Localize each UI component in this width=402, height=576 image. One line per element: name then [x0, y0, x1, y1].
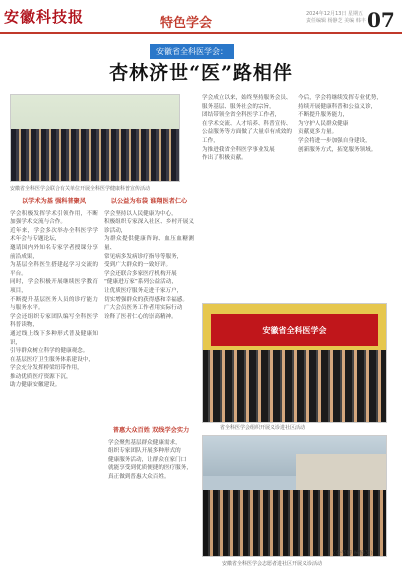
page-number: 07 [367, 8, 395, 32]
text-line: 助力健康安徽建设。 [10, 382, 61, 389]
text-line: 切实增强群众的获得感和幸福感。 [104, 296, 188, 303]
photo-banner: 安徽省全科医学会 [211, 314, 378, 346]
text-line: “健康进万家”系列公益活动， [104, 279, 177, 286]
article-column-d [298, 94, 390, 299]
article-kicker: 安徽省全科医学会： [150, 44, 234, 59]
text-line: 健康服务活动，让群众在家门口 [108, 456, 187, 463]
article-title: 杏林济世“医”路相伴 [109, 62, 293, 84]
text-line: 学会还组织专家团队编写全科医学科普读物， [10, 313, 98, 329]
article-column-e [108, 424, 194, 564]
article-column-a [10, 195, 98, 567]
text-line: 今后，学会将继续发挥专业优势， [298, 95, 382, 101]
text-line: 为群众提供健康咨询、血压血糖测量、 [104, 236, 194, 251]
text-line: 团结带领全省全科医学工作者， [202, 112, 281, 119]
page-header [0, 0, 402, 34]
text-line: 服务基层、服务社会的宗旨， [202, 103, 275, 110]
text-line: 不断提升服务能力， [298, 112, 349, 119]
header-meta [306, 11, 366, 25]
photo-community-clinic [202, 303, 387, 423]
text-line: 学会坚持以人民健康为中心， [104, 210, 177, 217]
subheading: 以公益为布袋 谁翔医者仁心 [110, 198, 188, 205]
text-line: 积极组织专家深入社区、乡村开展义诊活动， [104, 219, 194, 234]
text-line: 学会聚焦基层群众健康需求， [108, 439, 181, 446]
article-author: （金莹婷 杨静芝） [330, 551, 376, 557]
section-title: 特色学会 [160, 16, 213, 31]
text-line: 为基层全科医生搭建起学习交流的平台。 [10, 262, 98, 277]
photo-health-campaign [10, 94, 180, 182]
issue-date: 2024年12月13日 星期五 [306, 11, 364, 17]
text-line: 创新服务方式，拓宽服务领域。 [298, 146, 377, 153]
text-line: 持续开展健康科普和公益义诊， [298, 103, 377, 110]
text-line: 就能享受到优质便捷的医疗服务， [108, 465, 192, 472]
text-line: 为守护人民群众健康 [298, 120, 349, 127]
subheading: 以学术为基 强科普聚风 [21, 198, 87, 205]
photo-caption: 安徽省全科医学会志愿者进社区开展义诊活动 [222, 561, 323, 567]
text-line: 引导群众树立科学的健康观念。 [10, 348, 89, 355]
text-line: 学会积极发挥学术引领作用，不断加强学术交流与合作。 [10, 210, 98, 226]
text-line: 同时，学会积极开展继续医学教育项目， [10, 279, 98, 294]
text-line: 真正做到普惠大众百姓。 [108, 473, 170, 480]
text-line: 在基层医疗卫生服务体系建设中， [10, 356, 94, 363]
text-line: 作出了积极贡献。 [202, 155, 247, 162]
text-line: 诠释了医者仁心的崇高精神。 [104, 313, 177, 320]
text-line: 常见病多发病诊疗指导等服务， [104, 253, 183, 260]
newspaper-logo: 安徽科技报 [4, 8, 85, 26]
text-line: 让优质医疗服务走进千家万户， [104, 287, 183, 294]
text-line: 为推进我省全科医学事业发展 [202, 146, 275, 153]
text-line: 学会还联合多家医疗机构开展 [104, 270, 177, 277]
subheading: 普惠大众百姓 双线学会实力 [112, 427, 190, 434]
editor-line: 责任编辑 杨静芝 美编 韩丰 [306, 18, 366, 24]
photo-caption: 安徽省全科医学会联合有关单位开展全科医学健康科普宣传活动 [10, 186, 151, 192]
text-line: 受到广大群众的一致好评。 [104, 262, 172, 269]
photo-caption: 省全科医学会组织开展义诊进社区活动 [220, 425, 306, 431]
text-line: 学会将进一步加强自身建设， [298, 137, 371, 144]
text-line: 组织专家团队开展多种形式的 [108, 448, 181, 455]
text-line: 邀请国内外知名专家学者授课分享前沿成果， [10, 244, 98, 260]
text-line: 通过线上线下多种形式普及健康知识， [10, 330, 98, 346]
text-line: 学会成立以来，始终坚持服务会员、 [202, 95, 292, 101]
text-line: 不断提升基层医务人员的诊疗能力与服务水平。 [10, 296, 98, 312]
article-column-c [202, 94, 292, 299]
text-line: 在学术交流、人才培养、科普宣传、 [202, 120, 292, 127]
text-line: 公益服务等方面做了大量卓有成效的工作， [202, 129, 292, 144]
photo-volunteers [202, 435, 387, 557]
text-line: 推动优质医疗资源下沉， [10, 373, 72, 380]
text-line: 近年来，学会多次举办全科医学学术年会与专题论坛， [10, 227, 98, 243]
text-line: 学会充分发挥桥梁纽带作用， [10, 365, 83, 372]
text-line: 广大会员医务工作者用实际行动 [104, 305, 183, 312]
text-line: 贡献更多力量。 [298, 129, 338, 136]
